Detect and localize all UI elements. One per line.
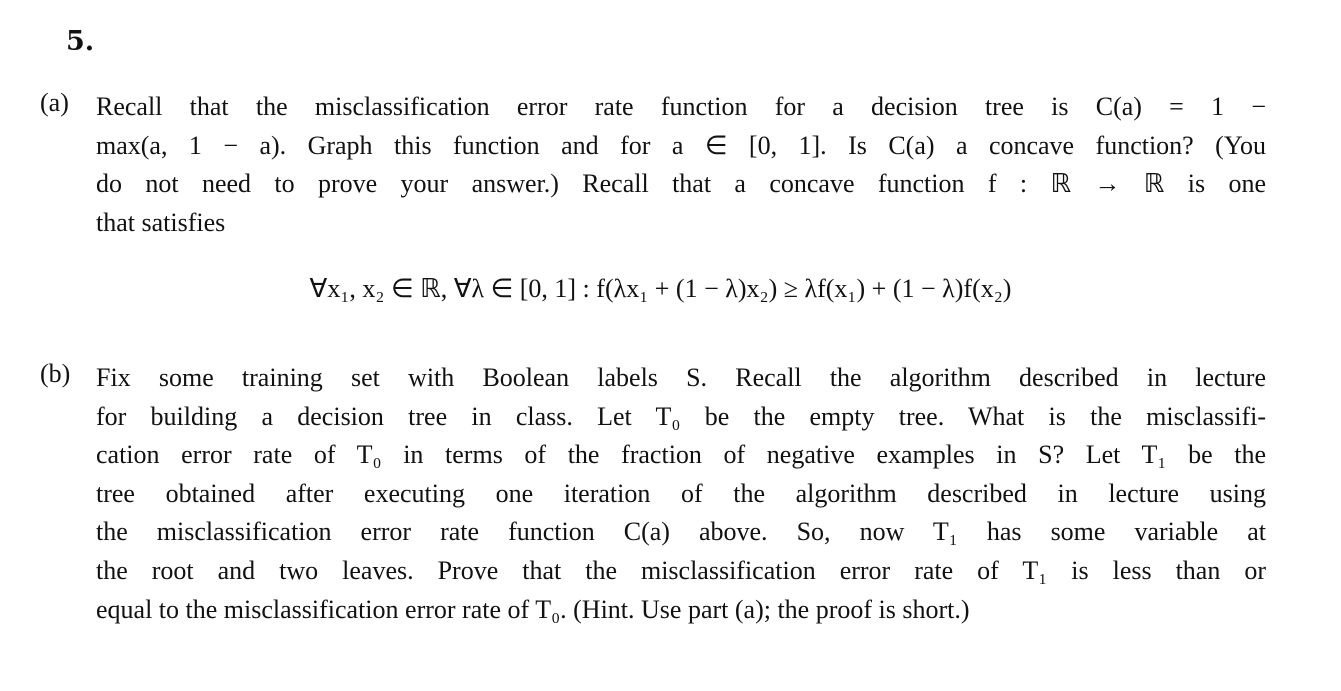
part-b-line-5: the misclassification error rate function C(a) above. So, now T₁ has some variable at — [96, 517, 1266, 547]
part-a-line-3: do not need to prove your answer.) Recall that a concave function f : ℝ → ℝ is one — [96, 169, 1266, 199]
part-b-line-7: equal to the misclassification error rate of T₀. (Hint. Use part (a); the proof is short.) — [96, 594, 970, 624]
part-a-line-2: max(a, 1 − a). Graph this function and for a ∈ [0, 1]. Is C(a) a concave function? (You — [96, 130, 1266, 160]
problem-number: 5. — [66, 26, 95, 57]
part-a-line-4: that satisfies — [96, 207, 226, 237]
concavity-formula-text: ∀x₁, x₂ ∈ ℝ, ∀λ ∈ [0, 1] : f(λx₁ + (1 − λ)x₂) ≥ λf(x₁) + (1 − λ)f(x₂) — [309, 274, 1012, 303]
part-b-label: (b) — [40, 359, 71, 388]
part-b — [40, 359, 1270, 639]
part-b-line-4: tree obtained after executing one iteration of the algorithm described in lecture using — [96, 478, 1266, 508]
part-a — [40, 88, 1270, 248]
part-a-label: (a) — [40, 88, 69, 117]
part-b-line-3: cation error rate of T₀ in terms of the fraction of negative examples in S? Let T₁ be the — [96, 440, 1266, 470]
part-b-line-2: for building a decision tree in class. Let T₀ be the empty tree. What is the misclassifi- — [96, 401, 1266, 431]
part-a-line-1: Recall that the misclassification error rate function for a decision tree is C(a) = 1 − — [96, 92, 1266, 121]
part-b-line-1: Fix some training set with Boolean labels S. Recall the algorithm described in lecture — [96, 363, 1266, 392]
concavity-formula — [0, 274, 1341, 304]
part-b-text — [96, 359, 1266, 629]
part-a-text — [96, 88, 1266, 242]
part-b-line-6: the root and two leaves. Prove that the misclassification error rate of T₁ is less than or — [96, 555, 1266, 585]
